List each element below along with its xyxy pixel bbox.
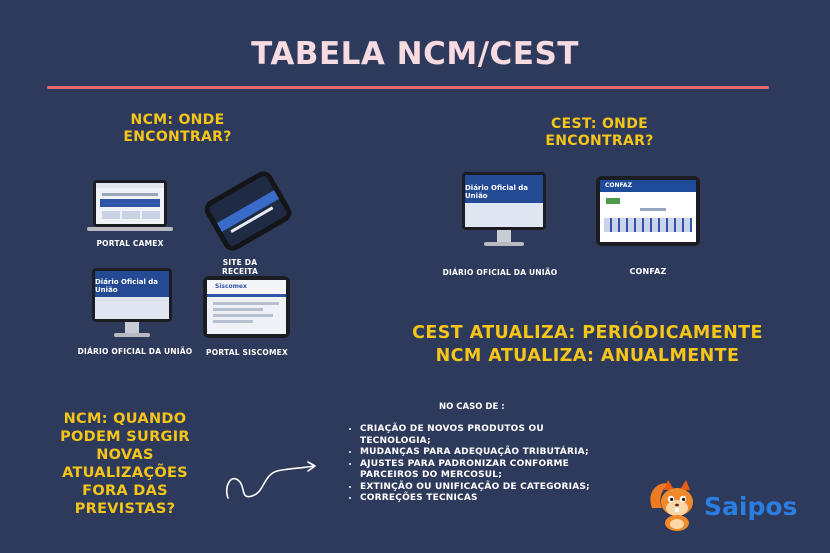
ncm-where-heading-line1: NCM: ONDE (130, 112, 225, 128)
confaz-logo: CONFAZ (605, 182, 632, 189)
ncm-when-line: ATUALIZAÇÕES (62, 465, 188, 481)
source-label-diario-right: DIÁRIO OFICIAL DA UNIÃO (442, 268, 558, 277)
tablet-icon (203, 276, 290, 338)
page-title: TABELA NCM/CEST (251, 36, 579, 72)
ncm-when-line: PREVISTAS? (74, 501, 176, 517)
list-item: • EXTINÇÃO OU UNIFICAÇÃO DE CATEGORIAS; (360, 482, 598, 494)
cest-where-heading (512, 116, 687, 150)
siscomex-logo: Siscomex (215, 283, 247, 290)
list-item: • CRIAÇÃO DE NOVOS PRODUTOS OU TECNOLOGIA; (360, 424, 598, 447)
ncm-when-line: NCM: QUANDO (63, 411, 187, 427)
cest-where-heading-line1: CEST: ONDE (551, 116, 648, 132)
ncm-when-line: PODEM SURGIR (60, 429, 190, 445)
monitor-icon (92, 268, 172, 340)
cest-update-frequency: CEST ATUALIZA: PERIÓDICAMENTE (412, 323, 763, 343)
monitor-icon (462, 172, 546, 252)
source-label-receita-line1: SITE DA RECEITA (221, 258, 259, 276)
saipos-logo (648, 478, 808, 534)
ncm-when-line: FORA DAS (82, 483, 168, 499)
update-frequency (395, 322, 780, 368)
laptop-icon (87, 180, 173, 232)
squirrel-mascot-icon (648, 478, 700, 532)
brand-name: Saipos (704, 492, 798, 521)
source-label-portal-camex: PORTAL CAMEX (96, 239, 164, 248)
tablet-icon (596, 176, 700, 246)
list-item: • AJUSTES PARA PADRONIZAR CONFORME PARCEIROS DO MERCOSUL; (360, 459, 598, 482)
source-label-siscomex: PORTAL SISCOMEX (206, 348, 288, 357)
list-item: • MUDANÇAS PARA ADEQUAÇÃO TRIBUTÁRIA; (360, 447, 598, 459)
diario-banner-right: Diário Oficial da União (465, 185, 543, 199)
ncm-when-line: NOVAS (96, 447, 154, 463)
ncm-when-question (40, 410, 210, 518)
smartphone-icon (196, 173, 300, 251)
list-item: • CORREÇÕES TECNICAS (360, 493, 598, 505)
curvy-arrow-icon (222, 460, 322, 502)
source-label-diario-left: DIÁRIO OFICIAL DA UNIÃO (77, 347, 193, 356)
ncm-update-frequency: NCM ATUALIZA: ANUALMENTE (435, 346, 740, 366)
diario-banner-left: Diário Oficial da União (95, 279, 169, 293)
title-divider (47, 86, 769, 89)
ncm-where-heading (90, 112, 265, 146)
cases-heading: NO CASO DE : (439, 402, 505, 412)
cest-where-heading-line2: ENCONTRAR? (545, 133, 654, 149)
source-label-confaz: CONFAZ (629, 267, 667, 276)
cases-list (348, 424, 598, 505)
ncm-where-heading-line2: ENCONTRAR? (123, 129, 232, 145)
